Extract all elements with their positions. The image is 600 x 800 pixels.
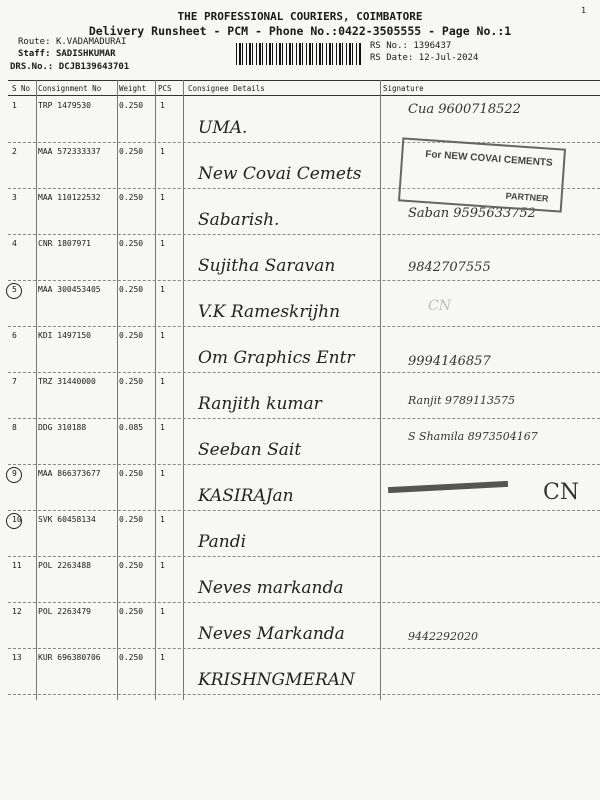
- staff-label: Staff:: [18, 49, 51, 59]
- table-row: [8, 96, 600, 143]
- row-pcs: 1: [160, 469, 165, 478]
- table-header: [8, 80, 600, 96]
- row-consignee: V.K Rameskrijhn: [198, 302, 341, 322]
- row-consignee: Sujitha Saravan: [198, 256, 336, 276]
- row-sno: 7: [12, 377, 17, 386]
- row-weight: 0.250: [119, 101, 144, 110]
- table-row: [8, 602, 600, 649]
- row-consignment: TRP 1479530: [38, 101, 91, 110]
- row-weight: 0.250: [119, 147, 144, 156]
- col-consignee: Consignee Details: [188, 84, 265, 93]
- row-weight: 0.250: [119, 239, 144, 248]
- row-pcs: 1: [160, 101, 165, 110]
- row-consignee: UMA.: [198, 118, 248, 138]
- row-weight: 0.250: [119, 469, 144, 478]
- col-signature: Signature: [383, 84, 424, 93]
- row-consignee: KRISHNGMERAN: [198, 670, 355, 690]
- staff-value: SADISHKUMAR: [55, 49, 116, 59]
- col-consignment: Consignment No: [38, 84, 102, 93]
- row-consignment: MAA 110122532: [38, 193, 101, 202]
- row-consignment: POL 2263488: [38, 561, 91, 570]
- cn-mark: CN: [543, 480, 580, 505]
- row-consignee: Ranjith kumar: [198, 394, 322, 414]
- row-sno: 12: [12, 607, 22, 616]
- row-consignment: POL 2263479: [38, 607, 91, 616]
- row-signature: Saban 9595633752: [408, 206, 536, 221]
- row-weight: 0.250: [119, 285, 144, 294]
- row-pcs: 1: [160, 423, 165, 432]
- row-weight: 0.250: [119, 653, 144, 662]
- row-consignee: Neves Markanda: [198, 624, 345, 644]
- row-consignee: Sabarish.: [198, 210, 280, 230]
- rs-no-line: [370, 41, 451, 51]
- drs-label: DRS.No.:: [10, 62, 54, 72]
- stamp-line-1: For NEW COVAI CEMENTS: [424, 149, 553, 169]
- drs-line: [10, 62, 129, 72]
- row-consignee: Neves markanda: [198, 578, 344, 598]
- row-pcs: 1: [160, 515, 165, 524]
- scribble-mark: [388, 481, 508, 493]
- row-consignee: New Covai Cemets: [198, 164, 362, 184]
- route-label: Route:: [18, 37, 51, 47]
- rs-no-label: RS No.:: [370, 41, 408, 51]
- col-pcs: PCS: [158, 84, 172, 93]
- table-row: [8, 510, 600, 557]
- col-sno: S No: [12, 84, 31, 93]
- barcode: [236, 43, 362, 65]
- row-consignment: MAA 866373677: [38, 469, 101, 478]
- page-mark: 1: [581, 6, 586, 15]
- row-consignment: MAA 572333337: [38, 147, 101, 156]
- staff-line: [18, 49, 116, 59]
- row-signature: Cua 9600718522: [408, 102, 521, 117]
- row-sno: 6: [12, 331, 17, 340]
- row-signature: 9442292020: [408, 630, 478, 643]
- row-consignment: KUR 696380706: [38, 653, 101, 662]
- row-signature: 9842707555: [408, 260, 491, 275]
- row-weight: 0.250: [119, 561, 144, 570]
- row-pcs: 1: [160, 239, 165, 248]
- table-row: [8, 648, 600, 695]
- table-row: [8, 280, 600, 327]
- row-pcs: 1: [160, 331, 165, 340]
- col-weight: Weight: [119, 84, 147, 93]
- rs-date-line: [370, 53, 478, 63]
- row-sno: 13: [12, 653, 22, 662]
- row-consignment: KDI 1497150: [38, 331, 91, 340]
- row-sno: 11: [12, 561, 22, 570]
- stamp-line-2: PARTNER: [505, 190, 549, 204]
- table-row: [8, 372, 600, 419]
- route-line: [18, 37, 126, 47]
- row-sno: 4: [12, 239, 17, 248]
- row-sno: 8: [12, 423, 17, 432]
- row-consignee: Om Graphics Entr: [198, 348, 355, 368]
- row-sno: 1: [12, 101, 17, 110]
- row-weight: 0.250: [119, 377, 144, 386]
- route-value: K.VADAMADURAI: [55, 37, 127, 47]
- table-row: [8, 234, 600, 281]
- row-sno: 9: [12, 469, 17, 478]
- row-pcs: 1: [160, 285, 165, 294]
- row-weight: 0.085: [119, 423, 144, 432]
- cn-faint-mark: CN: [428, 298, 451, 314]
- row-sno: 2: [12, 147, 17, 156]
- row-pcs: 1: [160, 607, 165, 616]
- runsheet-subtitle: Delivery Runsheet - PCM - Phone No.:0422-3505555 - Page No.:1: [88, 24, 512, 38]
- row-sno: 3: [12, 193, 17, 202]
- rs-no-value: 1396437: [413, 41, 452, 51]
- row-consignee: KASIRAJan: [198, 486, 294, 506]
- rs-date-label: RS Date:: [370, 53, 414, 63]
- row-sno: 10: [12, 515, 22, 524]
- row-signature: Ranjit 9789113575: [408, 394, 516, 407]
- row-consignee: Pandi: [198, 532, 247, 552]
- row-weight: 0.250: [119, 607, 144, 616]
- row-consignment: DDG 310188: [38, 423, 87, 432]
- table-row: [8, 326, 600, 373]
- row-pcs: 1: [160, 653, 165, 662]
- row-consignee: Seeban Sait: [198, 440, 302, 460]
- row-weight: 0.250: [119, 331, 144, 340]
- row-signature: S Shamila 8973504167: [408, 430, 538, 443]
- rs-date-value: 12-Jul-2024: [418, 53, 479, 63]
- table-row: [8, 464, 600, 511]
- row-sno: 5: [12, 285, 17, 294]
- row-pcs: 1: [160, 561, 165, 570]
- row-pcs: 1: [160, 147, 165, 156]
- row-consignment: MAA 300453405: [38, 285, 101, 294]
- row-pcs: 1: [160, 377, 165, 386]
- row-weight: 0.250: [119, 515, 144, 524]
- company-title: THE PROFESSIONAL COURIERS, COIMBATORE: [177, 10, 423, 23]
- row-consignment: SVK 60458134: [38, 515, 96, 524]
- table-row: [8, 418, 600, 465]
- drs-value: DCJB139643701: [58, 62, 130, 72]
- table-row: [8, 556, 600, 603]
- row-consignment: CNR 1807971: [38, 239, 91, 248]
- row-pcs: 1: [160, 193, 165, 202]
- row-consignment: TRZ 31440000: [38, 377, 96, 386]
- company-stamp: [398, 137, 566, 212]
- row-signature: 9994146857: [408, 354, 491, 369]
- row-weight: 0.250: [119, 193, 144, 202]
